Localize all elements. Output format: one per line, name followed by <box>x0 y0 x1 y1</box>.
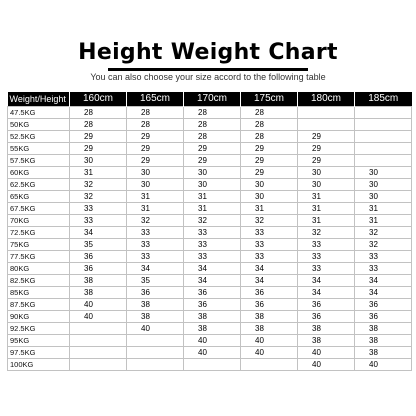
table-row <box>8 203 412 215</box>
size-cell: 38 <box>355 323 412 335</box>
size-cell: 29 <box>184 155 241 167</box>
size-cell: 33 <box>127 227 184 239</box>
weight-cell: 50KG <box>8 119 70 131</box>
size-cell: 29 <box>298 131 355 143</box>
size-cell: 36 <box>355 299 412 311</box>
weight-cell: 82.5KG <box>8 275 70 287</box>
chart-title: Height Weight Chart <box>78 40 338 65</box>
table-row <box>8 131 412 143</box>
size-cell: 36 <box>355 311 412 323</box>
size-cell: 38 <box>127 299 184 311</box>
size-cell: 40 <box>241 347 298 359</box>
size-cell: 36 <box>241 287 298 299</box>
size-cell: 33 <box>298 251 355 263</box>
size-cell: 38 <box>298 335 355 347</box>
size-cell: 40 <box>241 335 298 347</box>
size-cell: 33 <box>184 251 241 263</box>
size-cell <box>70 323 127 335</box>
size-cell: 28 <box>184 107 241 119</box>
size-cell: 28 <box>241 107 298 119</box>
size-cell: 30 <box>184 179 241 191</box>
header-row <box>8 92 412 107</box>
size-cell: 28 <box>70 119 127 131</box>
size-cell: 33 <box>184 227 241 239</box>
size-cell: 34 <box>298 275 355 287</box>
table-row <box>8 215 412 227</box>
size-cell: 38 <box>127 311 184 323</box>
size-cell: 30 <box>298 167 355 179</box>
size-cell: 34 <box>184 275 241 287</box>
size-cell: 34 <box>355 287 412 299</box>
size-cell: 38 <box>355 347 412 359</box>
size-cell: 31 <box>70 167 127 179</box>
size-cell: 28 <box>70 107 127 119</box>
size-cell: 33 <box>241 239 298 251</box>
table-body <box>8 107 412 371</box>
size-cell: 38 <box>70 287 127 299</box>
size-cell: 38 <box>241 323 298 335</box>
weight-cell: 97.5KG <box>8 347 70 359</box>
size-cell: 38 <box>241 311 298 323</box>
size-cell: 30 <box>127 179 184 191</box>
size-cell <box>355 119 412 131</box>
weight-cell: 80KG <box>8 263 70 275</box>
table-row <box>8 263 412 275</box>
size-cell: 32 <box>241 215 298 227</box>
size-cell: 38 <box>298 323 355 335</box>
size-cell: 35 <box>70 239 127 251</box>
size-cell: 34 <box>127 263 184 275</box>
size-cell: 36 <box>70 251 127 263</box>
size-cell: 30 <box>241 179 298 191</box>
size-cell <box>298 119 355 131</box>
size-cell <box>70 359 127 371</box>
size-cell: 34 <box>241 275 298 287</box>
size-cell <box>355 131 412 143</box>
table-row <box>8 239 412 251</box>
size-cell: 40 <box>184 335 241 347</box>
size-cell: 29 <box>184 143 241 155</box>
weight-cell: 87.5KG <box>8 299 70 311</box>
size-cell <box>127 347 184 359</box>
size-cell: 29 <box>241 167 298 179</box>
size-cell: 34 <box>355 275 412 287</box>
size-cell: 36 <box>184 287 241 299</box>
column-header-165cm: 165cm <box>127 92 184 107</box>
size-cell: 32 <box>355 239 412 251</box>
size-cell: 32 <box>184 215 241 227</box>
size-cell: 30 <box>355 179 412 191</box>
size-cell: 40 <box>127 323 184 335</box>
size-cell: 31 <box>298 191 355 203</box>
weight-cell: 62.5KG <box>8 179 70 191</box>
weight-cell: 92.5KG <box>8 323 70 335</box>
table-row <box>8 107 412 119</box>
size-cell: 33 <box>355 251 412 263</box>
size-cell: 40 <box>70 299 127 311</box>
table-row <box>8 191 412 203</box>
size-cell <box>355 143 412 155</box>
size-cell: 40 <box>355 359 412 371</box>
size-cell: 31 <box>184 203 241 215</box>
size-cell: 31 <box>355 215 412 227</box>
size-cell: 29 <box>127 131 184 143</box>
weight-cell: 95KG <box>8 335 70 347</box>
weight-cell: 67.5KG <box>8 203 70 215</box>
size-cell: 33 <box>127 239 184 251</box>
size-cell: 40 <box>70 311 127 323</box>
table-row <box>8 143 412 155</box>
size-cell: 30 <box>241 191 298 203</box>
weight-cell: 60KG <box>8 167 70 179</box>
weight-cell: 85KG <box>8 287 70 299</box>
size-cell: 28 <box>127 119 184 131</box>
size-cell: 32 <box>70 179 127 191</box>
size-cell: 38 <box>184 311 241 323</box>
size-cell: 40 <box>298 359 355 371</box>
table-row <box>8 155 412 167</box>
size-cell: 30 <box>127 167 184 179</box>
column-header-170cm: 170cm <box>184 92 241 107</box>
column-header-180cm: 180cm <box>298 92 355 107</box>
size-cell <box>70 347 127 359</box>
table-row <box>8 251 412 263</box>
size-cell: 32 <box>298 227 355 239</box>
size-cell: 32 <box>355 227 412 239</box>
weight-cell: 77.5KG <box>8 251 70 263</box>
size-cell: 33 <box>241 227 298 239</box>
size-cell: 30 <box>355 167 412 179</box>
size-cell <box>355 107 412 119</box>
size-cell: 40 <box>184 347 241 359</box>
table-row <box>8 299 412 311</box>
size-cell: 28 <box>241 131 298 143</box>
table-row <box>8 275 412 287</box>
size-cell: 33 <box>70 203 127 215</box>
size-table <box>7 92 412 371</box>
size-cell: 31 <box>127 191 184 203</box>
size-cell: 34 <box>184 263 241 275</box>
weight-cell: 65KG <box>8 191 70 203</box>
size-cell: 36 <box>241 299 298 311</box>
size-cell: 34 <box>241 263 298 275</box>
size-cell: 33 <box>70 215 127 227</box>
size-cell: 36 <box>298 311 355 323</box>
column-header-160cm: 160cm <box>70 92 127 107</box>
size-cell: 32 <box>127 215 184 227</box>
weight-cell: 75KG <box>8 239 70 251</box>
size-cell: 33 <box>184 239 241 251</box>
table-row <box>8 119 412 131</box>
size-cell: 38 <box>355 335 412 347</box>
size-cell: 31 <box>241 203 298 215</box>
size-cell: 31 <box>184 191 241 203</box>
size-cell: 28 <box>241 119 298 131</box>
column-header-185cm: 185cm <box>355 92 412 107</box>
size-cell: 33 <box>127 251 184 263</box>
table-row <box>8 287 412 299</box>
size-cell: 31 <box>127 203 184 215</box>
size-cell: 33 <box>355 263 412 275</box>
size-cell <box>127 335 184 347</box>
size-cell: 33 <box>241 251 298 263</box>
weight-cell: 57.5KG <box>8 155 70 167</box>
size-cell: 34 <box>70 227 127 239</box>
size-cell: 29 <box>127 143 184 155</box>
size-cell: 28 <box>184 131 241 143</box>
column-header-175cm: 175cm <box>241 92 298 107</box>
size-cell <box>70 335 127 347</box>
weight-cell: 100KG <box>8 359 70 371</box>
size-cell: 30 <box>184 167 241 179</box>
table-row <box>8 167 412 179</box>
size-cell: 30 <box>355 191 412 203</box>
size-cell: 38 <box>184 323 241 335</box>
size-cell: 29 <box>298 155 355 167</box>
column-header-weight-height: Weight/Height <box>8 92 70 107</box>
size-cell: 34 <box>298 287 355 299</box>
size-cell: 29 <box>241 155 298 167</box>
size-cell: 30 <box>298 179 355 191</box>
size-cell: 31 <box>298 215 355 227</box>
table-row <box>8 311 412 323</box>
size-cell: 29 <box>70 131 127 143</box>
size-cell: 28 <box>127 107 184 119</box>
size-cell: 38 <box>70 275 127 287</box>
size-cell: 32 <box>70 191 127 203</box>
table-row <box>8 347 412 359</box>
size-cell: 36 <box>298 299 355 311</box>
size-cell: 35 <box>127 275 184 287</box>
weight-cell: 47.5KG <box>8 107 70 119</box>
size-cell: 29 <box>70 143 127 155</box>
size-cell: 40 <box>298 347 355 359</box>
size-cell: 31 <box>298 203 355 215</box>
weight-cell: 90KG <box>8 311 70 323</box>
size-cell <box>127 359 184 371</box>
size-cell <box>355 155 412 167</box>
size-cell: 30 <box>70 155 127 167</box>
table-row <box>8 179 412 191</box>
size-cell: 36 <box>70 263 127 275</box>
weight-cell: 72.5KG <box>8 227 70 239</box>
size-cell <box>184 359 241 371</box>
size-cell: 36 <box>127 287 184 299</box>
size-cell: 29 <box>241 143 298 155</box>
size-cell: 33 <box>298 263 355 275</box>
weight-cell: 55KG <box>8 143 70 155</box>
size-cell <box>298 107 355 119</box>
table-row <box>8 323 412 335</box>
size-cell: 29 <box>298 143 355 155</box>
weight-cell: 52.5KG <box>8 131 70 143</box>
size-cell: 33 <box>298 239 355 251</box>
size-cell: 36 <box>184 299 241 311</box>
size-cell: 29 <box>127 155 184 167</box>
table-row <box>8 335 412 347</box>
table-row <box>8 227 412 239</box>
size-cell: 31 <box>355 203 412 215</box>
size-cell <box>241 359 298 371</box>
table-row <box>8 359 412 371</box>
weight-cell: 70KG <box>8 215 70 227</box>
chart-subtitle: You can also choose your size accord to the following table <box>90 72 326 82</box>
size-cell: 28 <box>184 119 241 131</box>
